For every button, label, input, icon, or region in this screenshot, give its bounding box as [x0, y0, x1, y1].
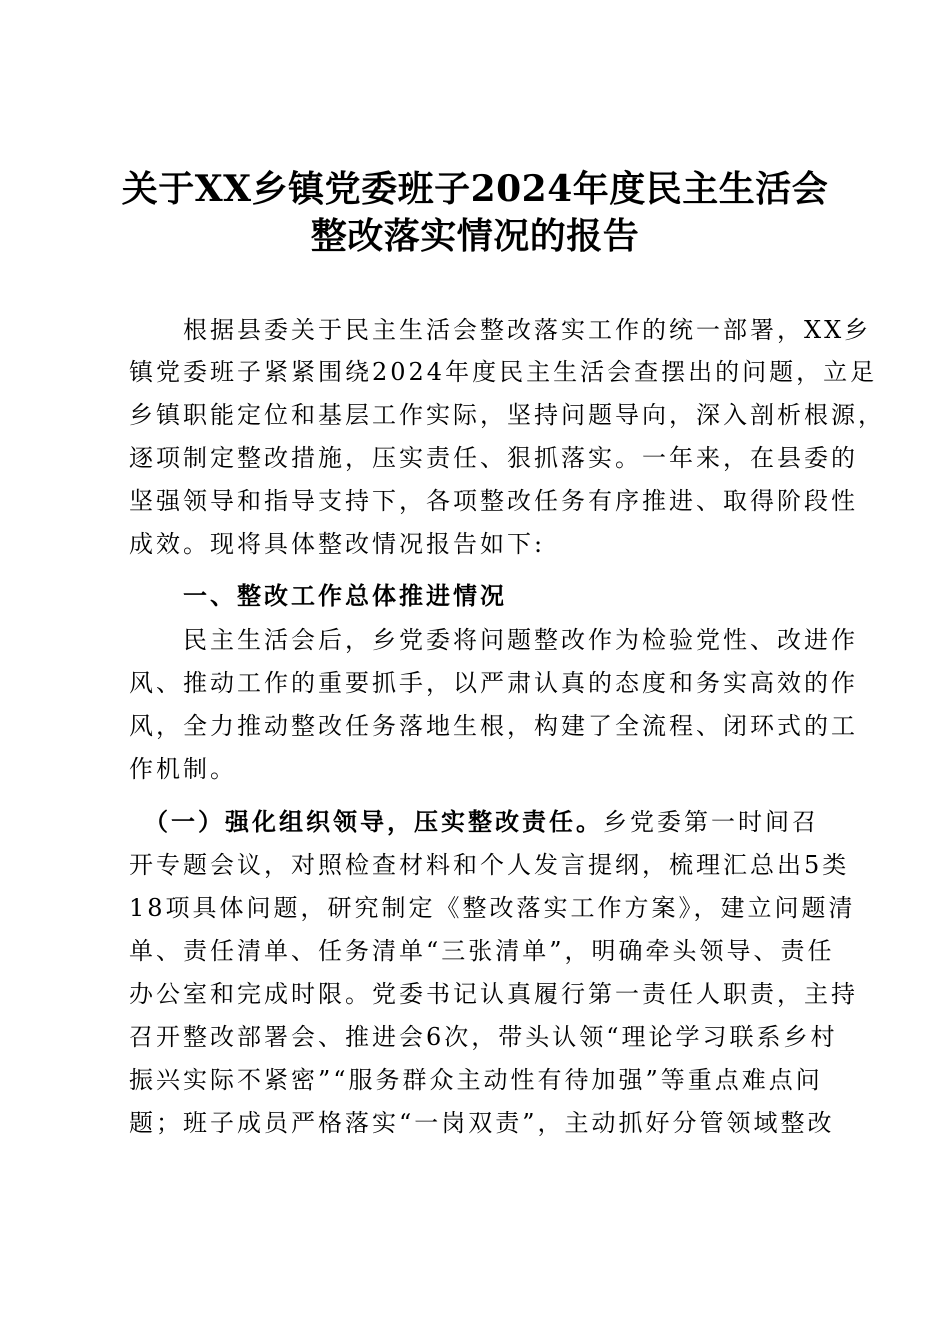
subsection-body-line: 题；班子成员严格落实“一岗双责”，主动抓好分管领域整改	[129, 1109, 835, 1137]
subsection-body-line: 召开整改部署会、推进会6次，带头认领“理论学习联系乡村	[129, 1023, 838, 1051]
section-body-line: 风、推动工作的重要抓手，以严肃认真的态度和务实高效的作	[129, 669, 858, 697]
subsection-body-line: 办公室和完成时限。党委书记认真履行第一责任人职责，主持	[129, 980, 858, 1008]
section-body-line: 风，全力推动整改任务落地生根，构建了全流程、闭环式的工	[129, 712, 858, 740]
section-body-line: 作机制。	[129, 755, 237, 783]
intro-line: 逐项制定整改措施，压实责任、狠抓落实。一年来，在县委的	[129, 444, 858, 472]
subsection-first-line-text: 乡党委第一时间召	[603, 808, 819, 836]
subsection-body-line: 18项具体问题，研究制定《整改落实工作方案》，建立问题清	[129, 894, 856, 922]
intro-line: 镇党委班子紧紧围绕2024年度民主生活会查摆出的问题，立足	[129, 358, 878, 386]
subsection-heading: （一）强化组织领导，压实整改责任。	[129, 807, 603, 836]
document-title-line-2: 整改落实情况的报告	[310, 215, 640, 257]
intro-line: 坚强领导和指导支持下，各项整改任务有序推进、取得阶段性	[129, 487, 858, 515]
subsection-body-line: 振兴实际不紧密”“服务群众主动性有待加强”等重点难点问	[129, 1066, 823, 1094]
intro-line: 成效。现将具体整改情况报告如下:	[129, 530, 546, 558]
subsection-body-line: 单、责任清单、任务清单“三张清单”，明确牵头领导、责任	[129, 937, 835, 965]
intro-line: 根据县委关于民主生活会整改落实工作的统一部署，XX乡	[129, 316, 872, 344]
section-body-line: 民主生活会后，乡党委将问题整改作为检验党性、改进作	[129, 626, 858, 654]
intro-line: 乡镇职能定位和基层工作实际，坚持问题导向，深入剖析根源，	[129, 401, 885, 429]
document-title-line-1: 关于XX乡镇党委班子2024年度民主生活会	[121, 168, 829, 210]
subsection-body-line: 开专题会议，对照检查材料和个人发言提纲，梳理汇总出5类	[129, 851, 850, 879]
subsection-first-line	[129, 802, 829, 842]
section-heading: 一、整改工作总体推进情况	[129, 582, 507, 610]
